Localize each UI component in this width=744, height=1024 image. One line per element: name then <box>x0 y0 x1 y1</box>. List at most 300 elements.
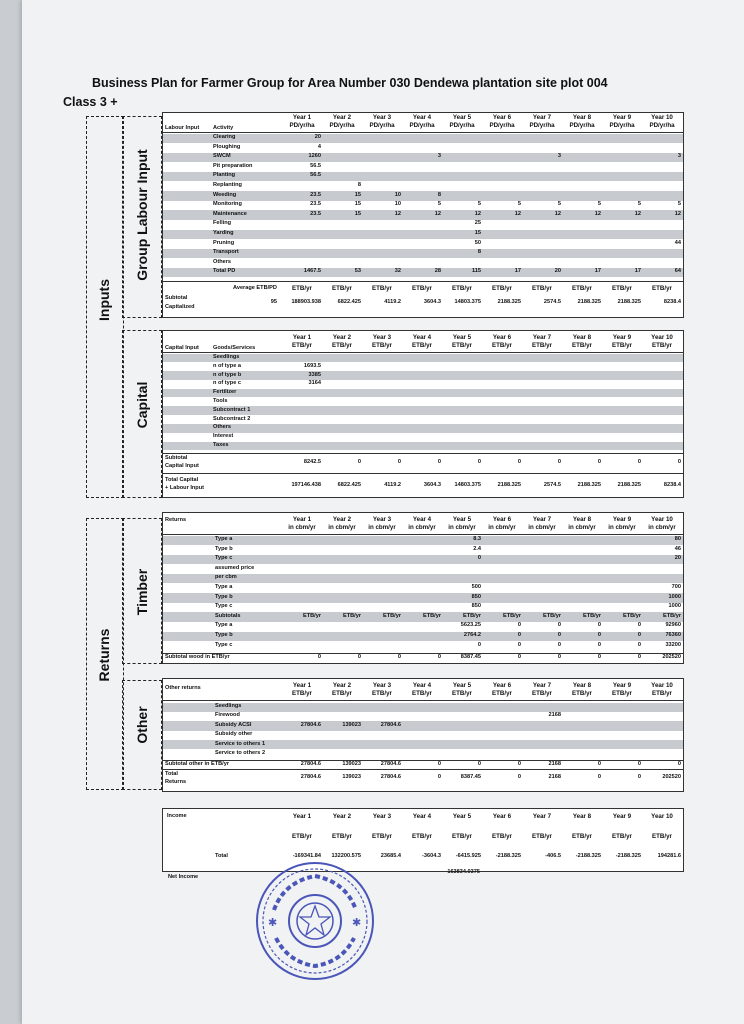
total-returns-label: Total <box>165 771 178 777</box>
income-total-cell: -406.5 <box>545 853 561 859</box>
column-header-year: Year 5 <box>452 334 472 341</box>
total-returns-cell: 202520 <box>662 774 681 780</box>
row-label: Transport <box>213 249 239 256</box>
capital-total-cell: 4119.2 <box>384 482 401 488</box>
column-header-unit: ETB/yr <box>412 690 432 697</box>
table-cell: 64 <box>674 268 681 275</box>
row-label: Type a <box>215 536 233 542</box>
column-header-unit: PD/yr/ha <box>289 122 315 129</box>
average-etb-value: 95 <box>270 299 277 305</box>
returns-label: Returns <box>96 628 112 682</box>
income-total-cell: -3604.3 <box>422 853 441 859</box>
income-year-header: Year 3 <box>372 813 392 820</box>
capital-subtotal-label: Subtotal <box>165 455 188 461</box>
column-header-year: Year 7 <box>532 682 552 689</box>
table-cell: 0 <box>517 632 521 638</box>
table-cell: ETB/yr <box>342 612 361 619</box>
row-label: Type b <box>215 545 233 552</box>
row-label: Maintenance <box>213 210 247 217</box>
column-header-year: Year 2 <box>332 682 352 689</box>
column-header-unit: PD/yr/ha <box>369 122 395 129</box>
row-label: Others <box>213 258 232 265</box>
column-header-unit: ETB/yr <box>652 342 672 349</box>
table-rule <box>163 700 683 701</box>
other-subtotal-cell: 0 <box>517 761 521 767</box>
column-header-unit: ETB/yr <box>292 342 312 349</box>
row-label: Subtotals <box>215 612 241 619</box>
column-header-year: Year 5 <box>452 516 472 523</box>
returns-section-label: Returns <box>165 517 187 523</box>
capital-input-table <box>162 330 684 498</box>
column-header-unit: PD/yr/ha <box>529 122 555 129</box>
table-cell: 23.5 <box>310 191 321 198</box>
income-unit-header: ETB/yr <box>572 833 592 840</box>
income-section-label: Income <box>167 813 187 819</box>
table-cell: ETB/yr <box>382 612 401 619</box>
table-cell: 5 <box>557 201 561 208</box>
table-cell: 8.3 <box>473 536 481 542</box>
row-label: Total PD <box>213 268 236 275</box>
avg-unit: ETB/yr <box>332 285 352 292</box>
avg-unit: ETB/yr <box>452 285 472 292</box>
income-year-header: Year 5 <box>452 813 472 820</box>
row-label: Taxes <box>213 442 229 448</box>
row-label: Service to others 2 <box>215 750 266 756</box>
table-cell: 28 <box>434 268 441 275</box>
table-cell: 0 <box>557 632 561 638</box>
column-header-year: Year 6 <box>492 114 512 121</box>
table-cell: 56.5 <box>310 172 321 179</box>
column-header-year: Year 5 <box>452 114 472 121</box>
table-cell: 5 <box>597 201 601 208</box>
labour-subtotal-cell: 188903.938 <box>291 299 321 305</box>
average-etb-label: Average ETB/PD <box>233 285 277 291</box>
capital-total-cell: 3604.3 <box>423 482 441 488</box>
total-returns-cell: 2168 <box>548 774 561 780</box>
table-cell: 12 <box>474 210 481 217</box>
income-unit-header: ETB/yr <box>412 833 432 840</box>
timber-subtotal-cell: 0 <box>317 654 321 660</box>
table-cell: 5 <box>477 201 481 208</box>
table-cell: 115 <box>471 268 481 275</box>
capital-subtotal-cell: 0 <box>557 459 561 465</box>
row-stripe <box>163 574 683 584</box>
row-label: Type b <box>215 632 233 638</box>
table-rule <box>163 453 683 454</box>
income-unit-header: ETB/yr <box>612 833 632 840</box>
column-header-unit: ETB/yr <box>492 342 512 349</box>
row-label: Others <box>213 424 232 431</box>
row-stripe <box>163 172 683 182</box>
column-header-year: Year 3 <box>372 114 392 121</box>
other-label: Other <box>134 706 150 744</box>
table-cell: 23.5 <box>310 210 321 217</box>
table-cell: 27804.6 <box>300 721 321 728</box>
total-returns-cell: 139023 <box>342 774 361 780</box>
total-returns-cell: 8387.45 <box>460 774 481 780</box>
table-cell: 15 <box>354 210 361 217</box>
column-header-unit: PD/yr/ha <box>409 122 435 129</box>
table-cell: 20 <box>674 555 681 562</box>
table-cell: 80 <box>674 536 681 542</box>
capital-subtotal-cell: 0 <box>437 459 441 465</box>
column-header-year: Year 4 <box>412 114 432 121</box>
column-header-year: Year 1 <box>292 516 312 523</box>
table-cell: ETB/yr <box>462 612 481 619</box>
table-cell: 3 <box>557 153 561 160</box>
table-cell: 25 <box>474 220 481 227</box>
table-cell: ETB/yr <box>662 612 681 619</box>
table-cell: 1467.5 <box>303 268 321 275</box>
avg-unit: ETB/yr <box>572 285 592 292</box>
other-subtotal-cell: 0 <box>597 761 601 767</box>
labour-subtotal-cell: 2188.325 <box>577 299 601 305</box>
table-cell: 1693.5 <box>303 362 321 369</box>
timber-subtotal-cell: 202520 <box>662 654 681 660</box>
row-label: Clearing <box>213 134 236 140</box>
table-cell: 0 <box>637 641 641 648</box>
row-stripe <box>163 424 683 433</box>
table-cell: 0 <box>637 622 641 629</box>
svg-text:✱: ✱ <box>268 916 278 929</box>
column-header-unit: ETB/yr <box>492 690 512 697</box>
income-year-header: Year 7 <box>532 813 552 820</box>
column-header-unit: ETB/yr <box>532 342 552 349</box>
column-header-year: Year 9 <box>612 516 632 523</box>
row-stripe <box>163 134 683 144</box>
column-header-year: Year 9 <box>612 682 632 689</box>
row-label: Subsidy ACSI <box>215 721 252 728</box>
inputs-label: Inputs <box>96 279 112 321</box>
row-label: n of type c <box>213 380 241 387</box>
row-label: Replanting <box>213 182 242 188</box>
table-cell: ETB/yr <box>622 612 641 619</box>
capital-total-cell: 2188.325 <box>617 482 641 488</box>
table-cell: 1000 <box>668 593 681 600</box>
column-header-year: Year 7 <box>532 334 552 341</box>
table-cell: 0 <box>517 641 521 648</box>
column-header-year: Year 2 <box>332 516 352 523</box>
column-header-unit: in cbm/yr <box>328 524 356 531</box>
table-cell: 10 <box>394 191 401 198</box>
capital-subtotal-cell: 0 <box>357 459 361 465</box>
table-cell: 3 <box>437 153 441 160</box>
table-cell: 20 <box>554 268 561 275</box>
subtotal-wood-label: Subtotal wood in ETB/yr <box>165 654 230 660</box>
table-cell: 76360 <box>665 632 681 638</box>
table-cell: 0 <box>597 641 601 648</box>
capital-total-cell: 6822.425 <box>337 482 361 488</box>
row-label: Seedlings <box>215 703 242 709</box>
total-returns-cell: 0 <box>637 774 641 780</box>
row-label: Subcontract 1 <box>213 406 251 413</box>
table-cell: 56.5 <box>310 162 321 169</box>
table-cell: 5 <box>517 201 521 208</box>
subtotal-label: Subtotal <box>165 295 188 301</box>
goods-header: Goods/Services <box>213 345 256 351</box>
row-label: Pruning <box>213 239 235 246</box>
column-header-unit: ETB/yr <box>332 342 352 349</box>
table-cell: ETB/yr <box>302 612 321 619</box>
table-cell: 12 <box>674 210 681 217</box>
table-cell: 850 <box>471 593 481 600</box>
column-header-unit: ETB/yr <box>572 690 592 697</box>
table-cell: 0 <box>557 622 561 629</box>
capital-subtotal-cell: 0 <box>477 459 481 465</box>
column-header-unit: in cbm/yr <box>488 524 516 531</box>
table-cell: 3 <box>677 153 681 160</box>
column-header-unit: ETB/yr <box>412 342 432 349</box>
column-header-year: Year 6 <box>492 516 512 523</box>
column-header-unit: ETB/yr <box>372 342 392 349</box>
column-header-year: Year 6 <box>492 334 512 341</box>
income-total-cell: -169341.84 <box>292 853 321 859</box>
table-cell: 700 <box>671 584 681 590</box>
income-unit-header: ETB/yr <box>372 833 392 840</box>
labour-subtotal-cell: 4119.2 <box>384 299 401 305</box>
column-header-year: Year 10 <box>651 114 673 121</box>
other-subtotal-cell: 27804.6 <box>380 761 401 767</box>
class-label: Class 3 + <box>63 95 118 109</box>
column-header-unit: ETB/yr <box>572 342 592 349</box>
table-cell: 12 <box>594 210 601 217</box>
column-header-year: Year 8 <box>572 516 592 523</box>
table-cell: 0 <box>477 641 481 648</box>
row-label: Monitoring <box>213 201 242 208</box>
table-cell: 17 <box>594 268 601 275</box>
column-header-unit: ETB/yr <box>612 342 632 349</box>
income-total-cell: -2188.325 <box>615 853 641 859</box>
income-unit-header: ETB/yr <box>532 833 552 840</box>
labour-subtotal-cell: 2188.325 <box>497 299 521 305</box>
income-total-cell: 23685.4 <box>380 853 401 859</box>
other-subtotal-cell: 0 <box>677 761 681 767</box>
column-header-unit: in cbm/yr <box>368 524 396 531</box>
row-label: SWCM <box>213 153 231 160</box>
capital-subtotal-cell: 0 <box>637 459 641 465</box>
capital-subtotal-cell: 0 <box>397 459 401 465</box>
income-year-header: Year 10 <box>651 813 673 820</box>
column-header-year: Year 2 <box>332 114 352 121</box>
labour-input-label: + Labour Input <box>165 485 204 491</box>
column-header-year: Year 9 <box>612 114 632 121</box>
income-total-cell: 132200.575 <box>331 853 361 859</box>
column-header-year: Year 1 <box>292 334 312 341</box>
timber-subtotal-cell: 0 <box>357 654 361 660</box>
table-cell: 500 <box>471 584 481 590</box>
table-cell: 0 <box>597 632 601 638</box>
column-header-unit: PD/yr/ha <box>449 122 475 129</box>
capital-section-label: Capital Input <box>165 345 199 351</box>
labour-subtotal-cell: 2574.5 <box>543 299 561 305</box>
column-header-unit: PD/yr/ha <box>609 122 635 129</box>
column-header-year: Year 8 <box>572 682 592 689</box>
column-header-unit: ETB/yr <box>292 690 312 697</box>
capital-subtotal-cell: 0 <box>597 459 601 465</box>
total-returns-cell: 27804.6 <box>300 774 321 780</box>
capitalized-label: Capitalized <box>165 304 195 310</box>
capital-subtotal-cell: 0 <box>677 459 681 465</box>
timber-label: Timber <box>134 568 150 616</box>
table-cell: 20 <box>314 134 321 140</box>
column-header-year: Year 1 <box>292 114 312 121</box>
column-header-unit: PD/yr/ha <box>489 122 515 129</box>
table-cell: 15 <box>354 201 361 208</box>
timber-subtotal-cell: 0 <box>637 654 641 660</box>
other-subtotal-cell: 2168 <box>548 761 561 767</box>
timber-returns-table <box>162 512 684 664</box>
labour-input-table <box>162 112 684 318</box>
capital-total-cell: 2188.325 <box>577 482 601 488</box>
avg-unit: ETB/yr <box>412 285 432 292</box>
column-header-unit: ETB/yr <box>452 690 472 697</box>
column-header-year: Year 7 <box>532 516 552 523</box>
income-year-header: Year 2 <box>332 813 352 820</box>
row-label: Tools <box>213 398 228 404</box>
other-subtotal-cell: 0 <box>477 761 481 767</box>
column-header-year: Year 8 <box>572 334 592 341</box>
other-subtotal-cell: 139023 <box>342 761 361 767</box>
table-cell: 12 <box>434 210 441 217</box>
column-header-unit: in cbm/yr <box>448 524 476 531</box>
table-cell: 0 <box>557 641 561 648</box>
returns-label-2: Returns <box>165 779 187 785</box>
income-unit-header: ETB/yr <box>492 833 512 840</box>
net-income-label: Net Income <box>168 874 199 880</box>
table-cell: 0 <box>517 622 521 629</box>
row-label: per cbm <box>215 574 237 581</box>
table-cell: 3385 <box>308 371 321 378</box>
table-cell: 1260 <box>308 153 321 160</box>
table-cell: 8 <box>437 191 441 198</box>
table-cell: 33200 <box>665 641 681 648</box>
table-cell: 15 <box>354 191 361 198</box>
other-subtotal-cell: 0 <box>637 761 641 767</box>
other-returns-label: Other returns <box>165 685 201 691</box>
column-header-unit: in cbm/yr <box>528 524 556 531</box>
row-label: Weeding <box>213 191 237 198</box>
timber-subtotal-cell: 0 <box>517 654 521 660</box>
column-header-year: Year 3 <box>372 682 392 689</box>
table-rule <box>163 769 683 770</box>
capital-total-cell: 2188.325 <box>497 482 521 488</box>
row-label: n of type b <box>213 371 242 378</box>
row-label: Felling <box>213 220 232 227</box>
column-header-year: Year 2 <box>332 334 352 341</box>
table-cell: 2764.2 <box>463 632 481 638</box>
income-year-header: Year 4 <box>412 813 432 820</box>
row-label: Type a <box>215 622 233 629</box>
income-unit-header: ETB/yr <box>652 833 672 840</box>
table-cell: 8 <box>477 249 481 256</box>
table-cell: 0 <box>477 555 481 562</box>
row-label: Fertilizer <box>213 389 237 396</box>
table-cell: ETB/yr <box>582 612 601 619</box>
table-cell: 3164 <box>308 380 321 387</box>
column-header-unit: ETB/yr <box>652 690 672 697</box>
timber-subtotal-cell: 0 <box>557 654 561 660</box>
column-header-unit: ETB/yr <box>532 690 552 697</box>
column-header-unit: PD/yr/ha <box>569 122 595 129</box>
row-stripe <box>163 536 683 546</box>
labour-subtotal-cell: 14803.375 <box>454 299 481 305</box>
table-cell: 5 <box>637 201 641 208</box>
column-header-year: Year 9 <box>612 334 632 341</box>
table-cell: 8 <box>357 182 361 188</box>
column-header-unit: in cbm/yr <box>648 524 676 531</box>
column-header-unit: ETB/yr <box>612 690 632 697</box>
row-label: Seedlings <box>213 354 240 360</box>
total-returns-cell: 0 <box>517 774 521 780</box>
capital-subtotal-cell: 8242.5 <box>303 459 321 465</box>
capital-label: Capital <box>134 381 150 429</box>
income-total-cell: 194281.6 <box>657 853 681 859</box>
income-unit-header: ETB/yr <box>452 833 472 840</box>
avg-unit: ETB/yr <box>532 285 552 292</box>
labour-subtotal-cell: 8238.4 <box>663 299 681 305</box>
other-subtotal-cell: 27804.6 <box>300 761 321 767</box>
income-unit-header: ETB/yr <box>332 833 352 840</box>
row-label: Type c <box>215 641 233 648</box>
timber-subtotal-cell: 0 <box>397 654 401 660</box>
column-header-year: Year 5 <box>452 682 472 689</box>
row-label: Pit preparation <box>213 162 253 169</box>
row-stripe <box>163 389 683 398</box>
capital-total-cell: 8238.4 <box>663 482 681 488</box>
table-cell: 53 <box>354 268 361 275</box>
labour-subtotal-cell: 6822.425 <box>337 299 361 305</box>
income-year-header: Year 8 <box>572 813 592 820</box>
timber-subtotal-cell: 0 <box>437 654 441 660</box>
total-returns-cell: 27804.6 <box>380 774 401 780</box>
column-header-unit: in cbm/yr <box>568 524 596 531</box>
column-header-year: Year 10 <box>651 516 673 523</box>
capital-input-label: Capital Input <box>165 463 199 469</box>
table-cell: 4 <box>317 143 321 150</box>
group-labour-label: Group Labour Input <box>134 149 150 281</box>
column-header-year: Year 7 <box>532 114 552 121</box>
income-table <box>162 808 684 872</box>
table-cell: 2.4 <box>473 545 481 552</box>
row-stripe <box>163 555 683 565</box>
table-cell: 139023 <box>342 721 361 728</box>
timber-subtotal-cell: 8387.45 <box>460 654 481 660</box>
table-cell: ETB/yr <box>422 612 441 619</box>
row-label: assumed price <box>215 564 255 571</box>
income-year-header: Year 6 <box>492 813 512 820</box>
table-cell: 15 <box>474 230 481 236</box>
table-cell: 32 <box>394 268 401 275</box>
column-header-unit: in cbm/yr <box>288 524 316 531</box>
income-year-header: Year 9 <box>612 813 632 820</box>
column-header-unit: ETB/yr <box>452 342 472 349</box>
table-cell: 5 <box>437 201 441 208</box>
table-rule <box>163 281 683 282</box>
row-label: n of type a <box>213 362 241 369</box>
table-cell: 17 <box>634 268 641 275</box>
avg-unit: ETB/yr <box>372 285 392 292</box>
table-cell: 12 <box>554 210 561 217</box>
activity-header: Activity <box>213 125 234 131</box>
column-header-year: Year 10 <box>651 334 673 341</box>
row-label: Firewood <box>215 712 240 719</box>
column-header-unit: PD/yr/ha <box>329 122 355 129</box>
row-stripe <box>163 230 683 240</box>
net-income-value: 163834.0375 <box>447 869 480 875</box>
row-label: Type c <box>215 603 233 610</box>
column-header-year: Year 4 <box>412 682 432 689</box>
income-unit-header: ETB/yr <box>292 833 312 840</box>
